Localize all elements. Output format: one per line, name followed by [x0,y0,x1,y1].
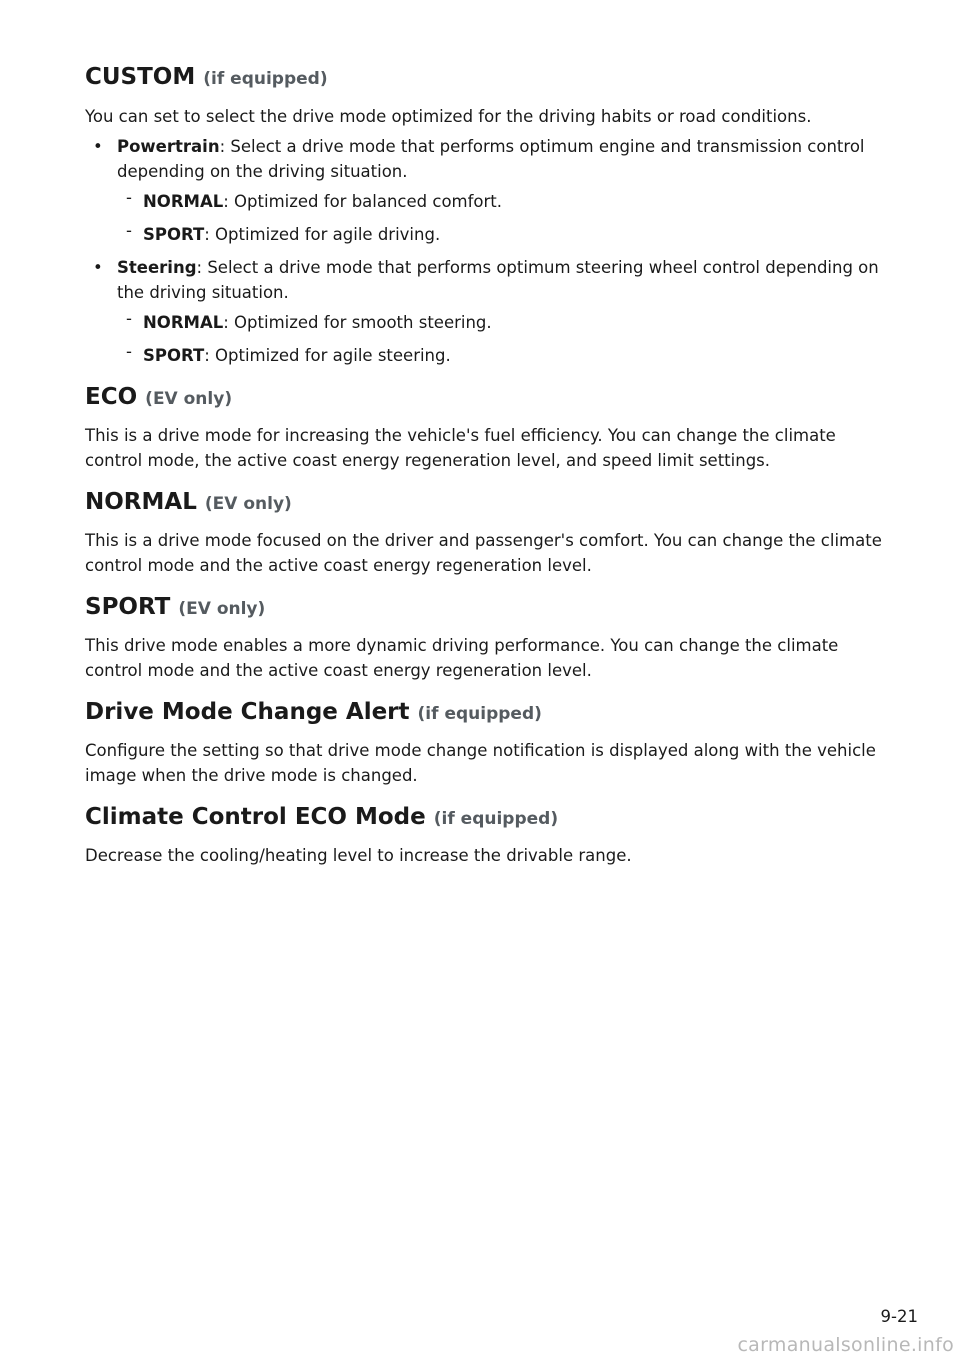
section-title-drive-mode-change-alert: Drive Mode Change Alert (if equipped) [85,699,542,725]
section-eco [85,380,885,473]
steering-mode-list [117,310,885,368]
bullet-icon: • [93,137,103,156]
section-qualifier: (EV only) [145,389,233,409]
section-qualifier: (if equipped) [203,69,328,89]
custom-option-list [85,134,885,368]
list-item-powertrain-normal: - NORMAL: Optimized for balanced comfort. [117,189,885,214]
section-qualifier: (if equipped) [433,809,559,829]
section-title-custom: CUSTOM (if equipped) [85,64,328,90]
section-qualifier: (EV only) [178,599,266,619]
section-title-climate-control-eco-mode: Climate Control ECO Mode (if equipped) [85,804,559,830]
powertrain-mode-list [117,189,885,247]
list-item-steering-normal: - NORMAL: Optimized for smooth steering. [117,310,885,335]
dash-icon: - [126,221,132,240]
list-item-powertrain: • Powertrain: Select a drive mode that performs optimum engine and transmission control depending on the driving situation. - NORMAL: Optimized for balanced comfort. - SPORT: Optimized for agile driving. [85,134,885,247]
section-text-eco: This is a drive mode for increasing the vehicle's fuel efficiency. You can change the climate control mode, the active coast energy regeneration level, and speed limit settings. [85,426,836,470]
section-text-custom: You can set to select the drive mode optimized for the driving habits or road conditions. [85,107,812,126]
page-number: 9-21 [880,1307,918,1326]
bullet-icon: • [93,258,103,277]
section-sport [85,590,885,683]
list-item-steering: • Steering: Select a drive mode that performs optimum steering wheel control depending on the driving situation. - NORMAL: Optimized for smooth steering. - SPORT: Optimized for agile steering. [85,255,885,368]
section-title-normal: NORMAL (EV only) [85,489,292,515]
manual-page [85,60,885,868]
dash-icon: - [126,188,132,207]
watermark: carmanualsonline.info [737,1334,954,1356]
section-title-eco: ECO (EV only) [85,384,233,410]
section-drive-mode-change-alert [85,695,885,788]
section-text-normal: This is a drive mode focused on the driver and passenger's comfort. You can change the climate control mode and the active coast energy regeneration level. [85,531,882,575]
section-climate-control-eco-mode [85,800,885,868]
list-item-powertrain-sport: - SPORT: Optimized for agile driving. [117,222,885,247]
section-text-sport: This drive mode enables a more dynamic driving performance. You can change the climate control mode and the active coast energy regeneration level. [85,636,839,680]
section-text-drive-mode-change-alert: Configure the setting so that drive mode change notification is displayed along with the vehicle image when the drive mode is changed. [85,741,876,785]
dash-icon: - [126,342,132,361]
list-item-steering-sport: - SPORT: Optimized for agile steering. [117,343,885,368]
section-normal [85,485,885,578]
section-qualifier: (if equipped) [417,704,542,724]
section-qualifier: (EV only) [204,494,292,514]
dash-icon: - [126,309,132,328]
section-text-climate-control-eco-mode: Decrease the cooling/heating level to increase the drivable range. [85,846,632,865]
section-title-sport: SPORT (EV only) [85,594,266,620]
